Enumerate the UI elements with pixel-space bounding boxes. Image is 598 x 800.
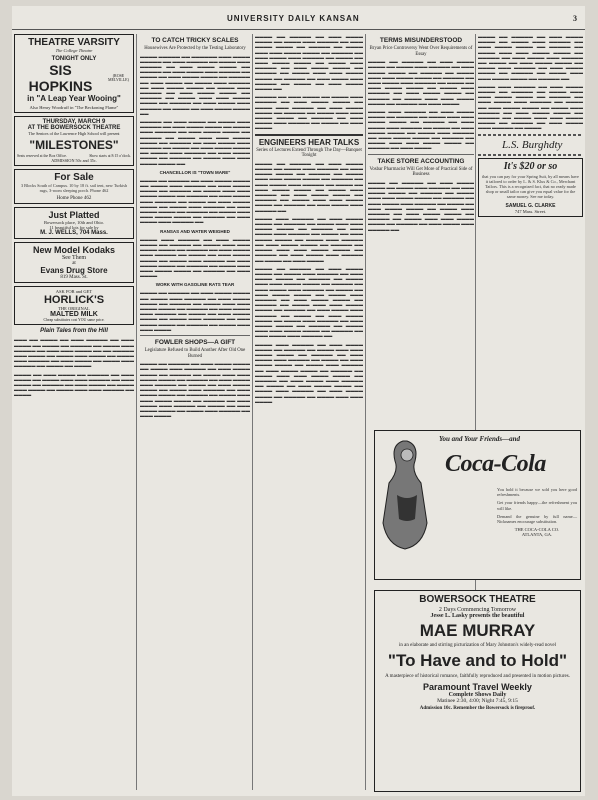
kodaks-store: Evans Drug Store: [40, 266, 108, 276]
for-sale-body: 3 Blocks South of Campus. 10 by 18 ft. sail tent, new Turkish rugs, 3-room sleeping porch. Phone 462: [20, 183, 128, 194]
terms-subhead: Bryan Price Controversy Went Over Requirements of Essay: [369, 46, 473, 57]
event-title: "MILESTONES": [29, 138, 119, 152]
column-2: [140, 34, 250, 790]
coke-copy-1: You hold it because we sold you here good refreshments.: [497, 487, 577, 498]
article-text: ▬▬▬▬ ▬▬▬ ▬▬▬▬▬ ▬▬ ▬▬▬ ▬▬▬▬ ▬▬▬▬ ▬▬ ▬▬▬▬▬ ▬▬ ▬▬▬▬ ▬▬▬ ▬▬▬ ▬▬▬▬ ▬▬▬▬ ▬▬ ▬▬▬▬▬ ▬▬ ▬▬▬ ▬▬▬▬ ▬▬▬ ▬▬▬▬▬ ▬▬ ▬▬▬▬ ▬▬ ▬▬▬ ▬▬▬▬ ▬▬▬▬ ▬▬ ▬▬▬▬ ▬▬▬ ▬▬▬▬▬ ▬▬ ▬▬▬ ▬▬▬▬ ▬▬▬▬ ▬▬ ▬▬▬▬▬ ▬▬ ▬▬▬▬ ▬▬▬ ▬▬▬ ▬▬▬▬ ▬▬▬▬ ▬▬ ▬▬▬▬▬ ▬▬ ▬▬▬ ▬▬▬▬ ▬▬▬ ▬▬▬▬▬ ▬▬ ▬▬▬▬ ▬▬ ▬▬▬ ▬▬▬▬: [255, 215, 363, 263]
for-sale-ad: [14, 169, 134, 204]
fowler-headline: FOWLER SHOPS—A GIFT: [154, 338, 236, 346]
scales-subhead: Housewives Are Protected by the Testing Laboratory: [144, 46, 246, 51]
plain-tales-heading: Plain Tales from the Hill: [40, 328, 108, 335]
theatre-varsity-ad: [14, 34, 134, 113]
gasoline-subhead: WORK WITH GASOLINE RATS TEAR: [155, 282, 235, 288]
seats-note: Seats reserved at the Box Office.: [17, 154, 67, 158]
coke-tagline: You and Your Friends—and: [439, 435, 520, 443]
coke-copy-2: Get your friends happy—the refreshment you will like.: [497, 500, 577, 511]
bowersock-note: A masterpiece of historical romance, faithfully reproduced and presented in motion pictures.: [385, 674, 570, 679]
bowersock-presents: Jesse L. Lasky presents the beautiful: [430, 613, 525, 619]
article-text: ▬▬▬▬ ▬▬ ▬▬▬▬▬ ▬▬ ▬▬▬ ▬▬▬▬ ▬▬▬▬ ▬▬ ▬▬▬▬ ▬▬▬ ▬▬▬▬▬ ▬▬ ▬▬▬ ▬▬▬▬ ▬▬▬▬ ▬▬ ▬▬▬▬▬ ▬▬ ▬▬▬▬ ▬▬▬ ▬▬▬ ▬▬▬▬ ▬▬▬▬ ▬▬ ▬▬▬▬▬ ▬▬ ▬▬▬ ▬▬▬▬ ▬▬▬ ▬▬▬▬▬ ▬▬ ▬▬▬▬ ▬▬ ▬▬▬ ▬▬▬▬ ▬▬▬▬ ▬▬ ▬▬▬▬ ▬▬▬ ▬▬▬▬▬ ▬▬ ▬▬▬ ▬▬▬▬ ▬▬▬▬ ▬▬ ▬▬▬▬▬ ▬▬ ▬▬▬▬ ▬▬▬ ▬▬▬ ▬▬▬▬ ▬▬▬▬ ▬▬ ▬▬▬▬▬ ▬▬ ▬▬▬ ▬▬▬▬ ▬▬▬ ▬▬▬▬▬ ▬▬: [255, 160, 363, 213]
article-text: ▬▬▬▬ ▬▬▬ ▬▬▬▬▬ ▬▬ ▬▬▬ ▬▬▬▬ ▬▬▬▬ ▬▬ ▬▬▬▬▬ ▬▬ ▬▬▬▬ ▬▬▬ ▬▬▬ ▬▬▬▬ ▬▬▬▬ ▬▬ ▬▬▬▬▬ ▬▬ ▬▬▬ ▬▬▬▬ ▬▬▬ ▬▬▬▬▬ ▬▬ ▬▬▬▬ ▬▬ ▬▬▬ ▬▬▬▬ ▬▬▬▬ ▬▬ ▬▬▬▬ ▬▬▬ ▬▬▬▬▬ ▬▬ ▬▬▬ ▬▬▬▬ ▬▬▬▬ ▬▬ ▬▬▬▬▬ ▬▬ ▬▬▬▬ ▬▬▬ ▬▬▬ ▬▬▬▬ ▬▬▬▬ ▬▬ ▬▬▬▬▬ ▬▬ ▬▬▬ ▬▬▬▬ ▬▬▬ ▬▬▬▬▬ ▬▬ ▬▬▬▬: [478, 83, 583, 131]
tailor-body: that you can pay for your Spring Suit, by all means have it tailored to order by L. & S. Klus & Co., Merchant Tailors. This is a recognized fact, that no ready made shop or small tailor can give you equal value for the same money. See me today.: [482, 173, 579, 200]
theatre-subtitle: The College Theatre: [55, 48, 93, 53]
admission-price: ADMISSION 50c and 35c.: [51, 158, 97, 163]
tailor-address: 747 Mass. Street.: [514, 208, 547, 214]
kodaks-heading: New Model Kodaks: [32, 245, 115, 256]
horlicks-original: THE ORIGINAL: [58, 306, 90, 312]
article-text: ▬▬▬▬ ▬▬ ▬▬▬▬▬ ▬▬ ▬▬▬ ▬▬▬▬ ▬▬▬▬ ▬▬ ▬▬▬▬ ▬▬▬ ▬▬▬▬▬ ▬▬ ▬▬▬ ▬▬▬▬ ▬▬▬▬ ▬▬ ▬▬▬▬▬ ▬▬ ▬▬▬▬ ▬▬▬ ▬▬▬ ▬▬▬▬ ▬▬▬▬ ▬▬ ▬▬▬▬▬ ▬▬ ▬▬▬ ▬▬▬▬ ▬▬▬ ▬▬▬▬▬ ▬▬ ▬▬▬▬ ▬▬ ▬▬▬ ▬▬▬▬ ▬▬▬▬ ▬▬ ▬▬▬▬ ▬▬▬ ▬▬▬▬▬ ▬▬ ▬▬▬ ▬▬▬▬ ▬▬▬▬ ▬▬ ▬▬▬▬▬ ▬▬ ▬▬▬▬ ▬▬▬ ▬▬▬ ▬▬▬▬ ▬▬▬▬ ▬▬ ▬▬▬▬▬ ▬▬ ▬▬▬ ▬▬▬▬ ▬▬▬ ▬▬▬▬▬ ▬▬: [368, 179, 474, 232]
platted-heading: Just Platted: [48, 210, 100, 221]
article-text: ▬▬▬ ▬▬ ▬▬▬▬ ▬▬ ▬▬▬ ▬▬▬▬▬ ▬▬ ▬▬▬ ▬▬▬▬ ▬▬ ▬▬▬▬ ▬▬ ▬▬▬▬▬ ▬▬ ▬▬▬▬ ▬▬▬ ▬▬▬▬▬ ▬▬ ▬▬▬ ▬▬▬ ▬▬▬▬ ▬▬ ▬▬ ▬▬▬▬▬ ▬▬▬ ▬▬▬▬ ▬▬ ▬▬▬▬ ▬▬▬ ▬▬▬▬ ▬▬ ▬▬▬▬ ▬▬▬ ▬▬▬▬▬ ▬▬ ▬▬▬ ▬▬▬▬ ▬▬ ▬▬▬▬ ▬▬▬ ▬▬▬▬▬ ▬▬ ▬▬▬▬ ▬▬ ▬▬▬▬: [14, 337, 134, 369]
coke-city: ATLANTA, GA.: [521, 532, 553, 538]
article-text: ▬▬▬▬ ▬▬ ▬▬▬▬▬ ▬▬ ▬▬▬ ▬▬▬▬ ▬▬▬▬ ▬▬ ▬▬▬▬ ▬▬▬ ▬▬▬▬▬ ▬▬ ▬▬▬ ▬▬▬▬ ▬▬▬▬ ▬▬ ▬▬▬▬▬ ▬▬ ▬▬▬▬ ▬▬▬ ▬▬▬ ▬▬▬▬ ▬▬▬▬ ▬▬ ▬▬▬▬▬ ▬▬ ▬▬▬ ▬▬▬▬ ▬▬▬ ▬▬▬▬▬ ▬▬ ▬▬▬▬ ▬▬ ▬▬▬ ▬▬▬▬ ▬▬▬▬ ▬▬ ▬▬▬▬ ▬▬▬ ▬▬▬▬▬ ▬▬ ▬▬▬ ▬▬▬▬ ▬▬▬▬ ▬▬ ▬▬▬▬▬ ▬▬ ▬▬▬▬ ▬▬▬ ▬▬▬ ▬▬▬▬: [140, 290, 250, 332]
column-rule: [365, 34, 366, 790]
article-text: ▬▬▬▬ ▬▬ ▬▬▬▬▬ ▬▬ ▬▬▬ ▬▬▬▬ ▬▬▬▬ ▬▬ ▬▬▬▬ ▬▬▬ ▬▬▬▬▬ ▬▬ ▬▬▬ ▬▬▬▬ ▬▬▬▬ ▬▬ ▬▬▬▬▬ ▬▬ ▬▬▬▬ ▬▬▬ ▬▬▬ ▬▬▬▬ ▬▬▬▬ ▬▬ ▬▬▬▬▬ ▬▬ ▬▬▬ ▬▬▬▬ ▬▬▬ ▬▬▬▬▬ ▬▬ ▬▬▬▬ ▬▬ ▬▬▬ ▬▬▬▬ ▬▬▬▬ ▬▬ ▬▬▬▬ ▬▬▬ ▬▬▬▬▬ ▬▬ ▬▬▬ ▬▬▬▬ ▬▬▬▬ ▬▬ ▬▬▬▬▬ ▬▬ ▬▬▬▬ ▬▬▬ ▬▬▬ ▬▬▬▬ ▬▬▬▬ ▬▬ ▬▬▬▬▬ ▬▬ ▬▬▬ ▬▬▬▬ ▬▬▬ ▬▬▬▬▬ ▬▬: [140, 177, 250, 225]
platted-line-1: Bowersock place, 10th and Ohio.: [44, 220, 104, 226]
kodaks-at: at: [72, 261, 76, 267]
horlicks-name: HORLICK'S: [43, 294, 105, 307]
coke-copy-3: Demand the genuine by full name—Nicknames encourage substitution.: [497, 513, 577, 525]
bowersock-admission: Admission 10c. Remember the Bowersock is fireproof.: [419, 706, 536, 711]
column-3: [255, 34, 363, 790]
column-4: [368, 34, 474, 422]
article-text: ▬▬▬▬▬ ▬▬ ▬▬▬ ▬▬▬▬ ▬▬ ▬▬▬▬ ▬▬▬ ▬▬▬▬▬ ▬▬ ▬▬▬ ▬▬▬▬ ▬▬▬▬ ▬▬ ▬▬▬▬ ▬▬▬ ▬▬▬▬▬ ▬▬ ▬▬▬ ▬▬▬▬ ▬▬▬▬ ▬▬ ▬▬▬▬▬ ▬▬ ▬▬▬▬ ▬▬▬ ▬▬▬ ▬▬▬▬ ▬▬▬▬ ▬▬ ▬▬▬▬▬ ▬▬ ▬▬▬ ▬▬▬▬ ▬▬▬ ▬▬▬▬▬ ▬▬ ▬▬▬▬ ▬▬ ▬▬▬ ▬▬▬▬: [255, 94, 363, 131]
column-rule: [252, 34, 253, 790]
bowersock-times: Matinee 2:30, 4:00; Night 7:45, 9:15: [437, 698, 518, 704]
article-text: ▬▬▬▬ ▬▬ ▬▬▬▬▬ ▬▬ ▬▬▬ ▬▬▬▬ ▬▬▬▬ ▬▬ ▬▬▬▬ ▬▬▬ ▬▬▬▬▬ ▬▬ ▬▬▬ ▬▬▬▬ ▬▬▬▬ ▬▬ ▬▬▬▬▬ ▬▬ ▬▬▬▬ ▬▬▬ ▬▬▬ ▬▬▬▬ ▬▬▬▬ ▬▬ ▬▬▬▬▬ ▬▬ ▬▬▬ ▬▬▬▬ ▬▬▬ ▬▬▬▬▬ ▬▬ ▬▬▬▬ ▬▬ ▬▬▬ ▬▬▬▬ ▬▬▬▬ ▬▬ ▬▬▬▬ ▬▬▬ ▬▬▬▬▬ ▬▬ ▬▬▬ ▬▬▬▬ ▬▬▬▬ ▬▬ ▬▬▬▬▬ ▬▬ ▬▬▬▬ ▬▬▬ ▬▬▬ ▬▬▬▬ ▬▬▬▬ ▬▬ ▬▬▬▬▬ ▬▬: [478, 34, 583, 81]
article-text: ▬▬▬▬ ▬▬▬ ▬▬▬▬▬ ▬▬ ▬▬▬ ▬▬▬▬ ▬▬▬▬ ▬▬ ▬▬▬▬▬ ▬▬ ▬▬▬▬ ▬▬▬ ▬▬▬ ▬▬▬▬ ▬▬▬▬ ▬▬ ▬▬▬▬▬ ▬▬ ▬▬▬ ▬▬▬▬ ▬▬▬ ▬▬▬▬▬ ▬▬ ▬▬▬▬ ▬▬ ▬▬▬ ▬▬▬▬ ▬▬▬▬ ▬▬ ▬▬▬▬ ▬▬▬ ▬▬▬▬▬ ▬▬ ▬▬▬ ▬▬▬▬ ▬▬▬▬ ▬▬ ▬▬▬▬▬ ▬▬ ▬▬▬▬ ▬▬▬ ▬▬▬ ▬▬▬▬ ▬▬▬▬ ▬▬ ▬▬▬▬▬ ▬▬ ▬▬▬ ▬▬▬▬: [140, 236, 250, 279]
column-5: [478, 34, 583, 422]
coke-company: THE COCA-COLA CO.: [514, 527, 560, 533]
also-showing: Also Henry Woodruff in "The Beckoning Flame": [29, 105, 119, 110]
event-venue: AT THE BOWERSOCK THEATRE: [27, 125, 121, 131]
page-number: 3: [573, 14, 577, 23]
bowersock-star: MAE MURRAY: [419, 621, 536, 640]
column-rule: [136, 34, 137, 790]
tailor-headline: It's $20 or so: [503, 160, 558, 172]
for-sale-phone: Home Phone 462: [56, 196, 92, 202]
terms-headline: TERMS MISUNDERSTOOD: [379, 37, 463, 44]
signature-image: L.S. Burghdty: [502, 138, 563, 151]
bowersock-ad: [374, 590, 581, 792]
newspaper-page: [12, 6, 585, 796]
coca-cola-ad: [374, 430, 581, 580]
newspaper-title: UNIVERSITY DAILY KANSAN: [227, 14, 360, 23]
bowersock-complete: Complete Shows Daily: [448, 692, 507, 698]
play-title: in "A Leap Year Wooing": [27, 94, 121, 103]
for-sale-heading: For Sale: [54, 172, 94, 183]
engineers-subhead: Series of Lectures Extend Through The Day—Banquet Tonight: [256, 147, 362, 159]
event-date: THURSDAY, MARCH 9: [42, 119, 106, 125]
platted-line-2: 11 beautiful lots for sale by: [49, 225, 99, 231]
bowersock-theatre-name: BOWERSOCK THEATRE: [419, 594, 536, 605]
bowersock-days: 2 Days Commencing Tomorrow: [438, 607, 517, 613]
show-time: Show starts at 8:15 o'clock.: [89, 154, 131, 158]
kodaks-ad: [14, 242, 134, 283]
horlicks-product: MALTED MILK: [50, 311, 98, 319]
tailor-ad: [478, 158, 583, 217]
platted-agent: M. J. WELLS, 704 Mass.: [40, 230, 108, 237]
column-1: [14, 34, 134, 790]
accounting-headline: TAKE STORE ACCOUNTING: [377, 157, 465, 165]
article-text: ▬▬▬▬ ▬▬ ▬▬▬▬▬ ▬▬ ▬▬▬ ▬▬▬▬ ▬▬▬▬ ▬▬ ▬▬▬▬ ▬▬▬ ▬▬▬▬▬ ▬▬ ▬▬▬ ▬▬▬▬ ▬▬▬▬ ▬▬ ▬▬▬▬▬ ▬▬ ▬▬▬▬ ▬▬▬ ▬▬▬ ▬▬▬▬ ▬▬▬▬ ▬▬ ▬▬▬▬▬ ▬▬ ▬▬▬ ▬▬▬▬ ▬▬▬ ▬▬▬▬▬ ▬▬ ▬▬▬▬ ▬▬ ▬▬▬ ▬▬▬▬ ▬▬▬▬ ▬▬ ▬▬▬▬ ▬▬▬ ▬▬▬▬▬ ▬▬ ▬▬▬ ▬▬▬▬ ▬▬▬▬ ▬▬ ▬▬▬▬▬ ▬▬ ▬▬▬▬ ▬▬▬ ▬▬▬ ▬▬▬▬ ▬▬▬▬ ▬▬ ▬▬▬▬▬ ▬▬ ▬▬▬ ▬▬▬▬ ▬▬▬ ▬▬▬▬▬ ▬▬ ▬▬▬▬ ▬▬ ▬▬▬ ▬▬▬▬ ▬▬▬▬ ▬▬ ▬▬▬▬ ▬▬▬ ▬▬▬▬▬ ▬▬ ▬▬▬ ▬▬▬▬: [140, 361, 250, 419]
star-note: (ROSE MELVILLE): [107, 72, 129, 82]
article-text: ▬▬▬▬▬ ▬▬ ▬▬▬ ▬▬▬▬ ▬▬ ▬▬▬▬ ▬▬▬ ▬▬▬▬▬ ▬▬ ▬▬▬ ▬▬▬▬ ▬▬▬▬ ▬▬ ▬▬▬▬ ▬▬▬ ▬▬▬▬▬ ▬▬ ▬▬▬ ▬▬▬▬ ▬▬▬▬ ▬▬ ▬▬▬▬▬ ▬▬ ▬▬▬▬ ▬▬▬ ▬▬▬ ▬▬▬▬ ▬▬▬▬ ▬▬ ▬▬▬▬▬ ▬▬ ▬▬▬ ▬▬▬▬ ▬▬▬ ▬▬▬▬▬ ▬▬ ▬▬▬▬ ▬▬ ▬▬▬ ▬▬▬▬ ▬▬▬▬ ▬▬ ▬▬▬▬ ▬▬▬ ▬▬▬▬▬ ▬▬ ▬▬▬ ▬▬▬▬ ▬▬▬▬ ▬▬ ▬▬▬▬▬ ▬▬ ▬▬▬▬ ▬▬▬ ▬▬▬ ▬▬▬▬ ▬▬▬▬ ▬▬: [140, 119, 250, 166]
horlicks-ad: [14, 286, 134, 325]
tonight-label: TONIGHT ONLY: [51, 56, 97, 62]
kodaks-address: 819 Mass. St.: [60, 275, 88, 281]
horlicks-note: Cheap substitutes cost YOU same price.: [43, 318, 105, 323]
article-text: ▬▬▬▬ ▬▬ ▬▬▬▬▬ ▬▬ ▬▬▬ ▬▬▬▬ ▬▬▬▬ ▬▬ ▬▬▬▬ ▬▬▬ ▬▬▬▬▬ ▬▬ ▬▬▬ ▬▬▬▬ ▬▬▬▬ ▬▬ ▬▬▬▬▬ ▬▬ ▬▬▬▬ ▬▬▬ ▬▬▬ ▬▬▬▬ ▬▬▬▬ ▬▬ ▬▬▬▬▬ ▬▬ ▬▬▬ ▬▬▬▬ ▬▬▬ ▬▬▬▬▬ ▬▬ ▬▬▬▬ ▬▬ ▬▬▬ ▬▬▬▬ ▬▬▬▬ ▬▬ ▬▬▬▬ ▬▬▬ ▬▬▬▬▬ ▬▬ ▬▬▬ ▬▬▬▬ ▬▬▬▬ ▬▬ ▬▬▬▬▬ ▬▬ ▬▬▬▬ ▬▬▬ ▬▬▬ ▬▬▬▬ ▬▬▬▬ ▬▬ ▬▬▬▬▬ ▬▬ ▬▬▬ ▬▬▬▬ ▬▬▬ ▬▬▬▬▬ ▬▬ ▬▬▬▬ ▬▬ ▬▬▬ ▬▬▬▬ ▬▬▬▬ ▬▬ ▬▬▬▬ ▬▬▬ ▬▬▬▬▬ ▬▬ ▬▬▬ ▬▬▬▬ ▬▬▬▬ ▬▬ ▬▬▬▬▬ ▬▬ ▬▬▬▬ ▬▬▬ ▬▬▬ ▬▬▬▬ ▬▬▬▬ ▬▬ ▬▬▬▬▬ ▬▬ ▬▬▬ ▬▬▬▬ ▬▬▬ ▬▬▬▬▬ ▬▬: [255, 265, 363, 339]
star-name: SIS HOPKINS: [28, 62, 93, 94]
coca-cola-logo: Coca-Cola: [445, 451, 546, 477]
coca-cola-illustration: [381, 435, 433, 555]
horlicks-ask: ASK FOR and GET: [55, 289, 93, 295]
milestones-ad: [14, 116, 134, 166]
article-text: ▬▬▬▬ ▬▬▬ ▬▬▬▬▬ ▬▬ ▬▬▬ ▬▬▬▬ ▬▬▬▬ ▬▬ ▬▬▬▬▬ ▬▬ ▬▬▬▬ ▬▬▬ ▬▬▬ ▬▬▬▬ ▬▬▬▬ ▬▬ ▬▬▬▬▬ ▬▬ ▬▬▬ ▬▬▬▬ ▬▬▬ ▬▬▬▬▬ ▬▬ ▬▬▬▬ ▬▬ ▬▬▬ ▬▬▬▬ ▬▬▬▬ ▬▬ ▬▬▬▬ ▬▬▬ ▬▬▬▬▬ ▬▬ ▬▬▬ ▬▬▬▬ ▬▬▬▬ ▬▬ ▬▬▬▬▬ ▬▬ ▬▬▬▬ ▬▬▬ ▬▬▬ ▬▬▬▬ ▬▬▬▬ ▬▬ ▬▬▬▬▬ ▬▬ ▬▬▬ ▬▬▬▬ ▬▬▬ ▬▬▬▬▬ ▬▬ ▬▬▬▬ ▬▬ ▬▬▬ ▬▬▬▬ ▬▬▬▬ ▬▬ ▬▬▬▬ ▬▬▬ ▬▬▬▬▬ ▬▬ ▬▬▬ ▬▬▬▬ ▬▬▬▬ ▬▬ ▬▬▬▬▬ ▬▬ ▬▬▬▬ ▬▬▬ ▬▬▬ ▬▬▬▬: [255, 341, 363, 404]
just-platted-ad: [14, 207, 134, 239]
bowersock-film-title: "To Have and to Hold": [387, 651, 568, 670]
event-company: The Seniors of the Lawrence High School will present: [28, 131, 120, 136]
scales-headline: TO CATCH TRICKY SCALES: [151, 37, 239, 44]
masthead: [12, 9, 585, 30]
article-text: ▬▬▬▬ ▬▬ ▬▬▬▬▬ ▬▬ ▬▬▬ ▬▬▬▬ ▬▬▬▬ ▬▬ ▬▬▬▬ ▬▬▬ ▬▬▬▬▬ ▬▬ ▬▬▬ ▬▬▬▬ ▬▬▬▬ ▬▬ ▬▬▬▬▬ ▬▬ ▬▬▬▬ ▬▬▬ ▬▬▬ ▬▬▬▬ ▬▬▬▬ ▬▬ ▬▬▬▬▬ ▬▬ ▬▬▬ ▬▬▬▬ ▬▬▬ ▬▬▬▬▬ ▬▬ ▬▬▬▬ ▬▬ ▬▬▬ ▬▬▬▬ ▬▬▬▬ ▬▬ ▬▬▬▬ ▬▬▬ ▬▬▬▬▬ ▬▬ ▬▬▬ ▬▬▬▬ ▬▬▬▬ ▬▬ ▬▬▬▬▬ ▬▬ ▬▬▬▬ ▬▬▬ ▬▬▬ ▬▬▬▬ ▬▬▬▬ ▬▬ ▬▬▬▬▬ ▬▬ ▬▬▬ ▬▬▬▬ ▬▬▬ ▬▬▬▬▬ ▬▬ ▬▬▬▬ ▬▬ ▬▬▬ ▬▬▬▬ ▬▬▬▬ ▬▬: [255, 34, 363, 92]
engineers-headline: ENGINEERS HEAR TALKS: [258, 137, 360, 147]
accounting-subhead: Vosbar Pharmacist Will Get More of Practical Side of Business: [369, 166, 473, 178]
theatre-name: THEATRE VARSITY: [28, 37, 120, 48]
chancellor-subhead: CHANCELLOR IS "TOWN MARE": [159, 169, 231, 175]
article-text: ▬▬▬▬ ▬▬ ▬▬▬▬▬ ▬▬ ▬▬▬ ▬▬▬▬ ▬▬▬▬ ▬▬ ▬▬▬▬ ▬▬▬ ▬▬▬▬▬ ▬▬ ▬▬▬ ▬▬▬▬ ▬▬▬▬ ▬▬ ▬▬▬▬▬ ▬▬ ▬▬▬▬ ▬▬▬ ▬▬▬ ▬▬▬▬ ▬▬▬▬ ▬▬ ▬▬▬▬▬ ▬▬ ▬▬▬ ▬▬▬▬ ▬▬▬ ▬▬▬▬▬ ▬▬ ▬▬▬▬ ▬▬ ▬▬▬ ▬▬▬▬ ▬▬▬▬ ▬▬ ▬▬▬▬ ▬▬▬ ▬▬▬▬▬ ▬▬ ▬▬▬ ▬▬▬▬ ▬▬▬▬ ▬▬ ▬▬▬▬▬ ▬▬ ▬▬▬▬ ▬▬▬ ▬▬▬ ▬▬▬▬ ▬▬▬▬ ▬▬ ▬▬▬▬▬ ▬▬ ▬▬▬ ▬▬▬▬: [368, 59, 474, 106]
article-text: ▬▬▬▬ ▬▬▬ ▬▬▬▬▬ ▬▬ ▬▬▬ ▬▬▬▬ ▬▬▬▬ ▬▬ ▬▬▬▬▬ ▬▬ ▬▬▬▬ ▬▬▬ ▬▬▬ ▬▬▬▬ ▬▬▬▬ ▬▬ ▬▬▬▬▬ ▬▬ ▬▬▬ ▬▬▬▬ ▬▬▬ ▬▬▬▬▬ ▬▬ ▬▬▬▬ ▬▬ ▬▬▬ ▬▬▬▬ ▬▬▬▬ ▬▬ ▬▬▬▬ ▬▬▬ ▬▬▬▬▬ ▬▬ ▬▬▬ ▬▬▬▬ ▬▬▬▬ ▬▬ ▬▬▬▬▬ ▬▬ ▬▬▬▬ ▬▬▬ ▬▬▬ ▬▬▬▬ ▬▬▬▬ ▬▬ ▬▬▬▬▬ ▬▬ ▬▬▬ ▬▬▬▬: [368, 109, 474, 151]
tailor-name: SAMUEL G. CLARKE: [505, 202, 556, 209]
article-text: ▬▬▬▬ ▬▬ ▬▬▬ ▬▬▬▬ ▬▬ ▬▬▬▬▬ ▬▬ ▬▬▬ ▬▬▬▬ ▬▬ ▬▬▬▬ ▬▬▬ ▬▬▬ ▬▬▬▬▬ ▬▬ ▬▬▬ ▬▬▬▬ ▬▬ ▬▬▬▬▬ ▬▬ ▬▬▬ ▬▬▬▬ ▬▬ ▬▬▬▬ ▬▬▬ ▬▬▬▬ ▬▬ ▬▬▬▬ ▬▬▬ ▬▬▬ ▬▬▬▬▬ ▬▬ ▬▬▬▬: [14, 371, 134, 398]
bowersock-weekly: Paramount Travel Weekly: [423, 682, 532, 692]
article-text: ▬▬▬▬ ▬▬▬▬▬ ▬▬ ▬▬▬▬▬▬ ▬▬▬ ▬▬▬▬ ▬▬▬▬▬ ▬▬ ▬▬▬ ▬▬▬▬▬ ▬▬ ▬▬▬▬ ▬▬▬ ▬▬▬▬▬ ▬▬ ▬▬▬ ▬▬▬▬ ▬▬▬▬ ▬▬ ▬▬▬▬▬ ▬▬ ▬▬▬ ▬▬▬▬ ▬▬▬ ▬▬▬▬▬ ▬▬ ▬▬▬▬ ▬▬ ▬▬▬ ▬▬▬▬ ▬▬▬▬ ▬▬ ▬▬▬▬▬ ▬▬ ▬▬▬ ▬▬▬▬ ▬▬ ▬▬▬▬ ▬▬▬ ▬▬▬▬▬ ▬▬ ▬▬▬ ▬▬▬▬ ▬▬▬▬ ▬▬ ▬▬▬▬ ▬▬▬ ▬▬▬▬▬ ▬▬ ▬▬▬ ▬▬▬▬ ▬▬▬▬ ▬▬ ▬▬▬▬▬ ▬▬ ▬▬▬▬ ▬▬▬ ▬▬▬ ▬▬▬▬ ▬▬▬▬ ▬▬ ▬▬▬▬▬ ▬▬ ▬▬▬ ▬▬▬▬ ▬▬▬ ▬▬▬▬▬ ▬▬ ▬▬▬▬ ▬▬ ▬▬▬ ▬▬▬▬ ▬▬▬▬ ▬▬: [140, 53, 250, 116]
fowler-subhead: Legislature Refused to Build Another After Old One Burned: [144, 347, 246, 359]
bowersock-desc: in an elaborate and stirring picturization of Mary Johnston's widely-read novel: [399, 643, 556, 648]
kodaks-see: See Them: [61, 255, 87, 262]
grain-subhead: RANSAS AND WATER WEIGHED: [160, 228, 230, 234]
